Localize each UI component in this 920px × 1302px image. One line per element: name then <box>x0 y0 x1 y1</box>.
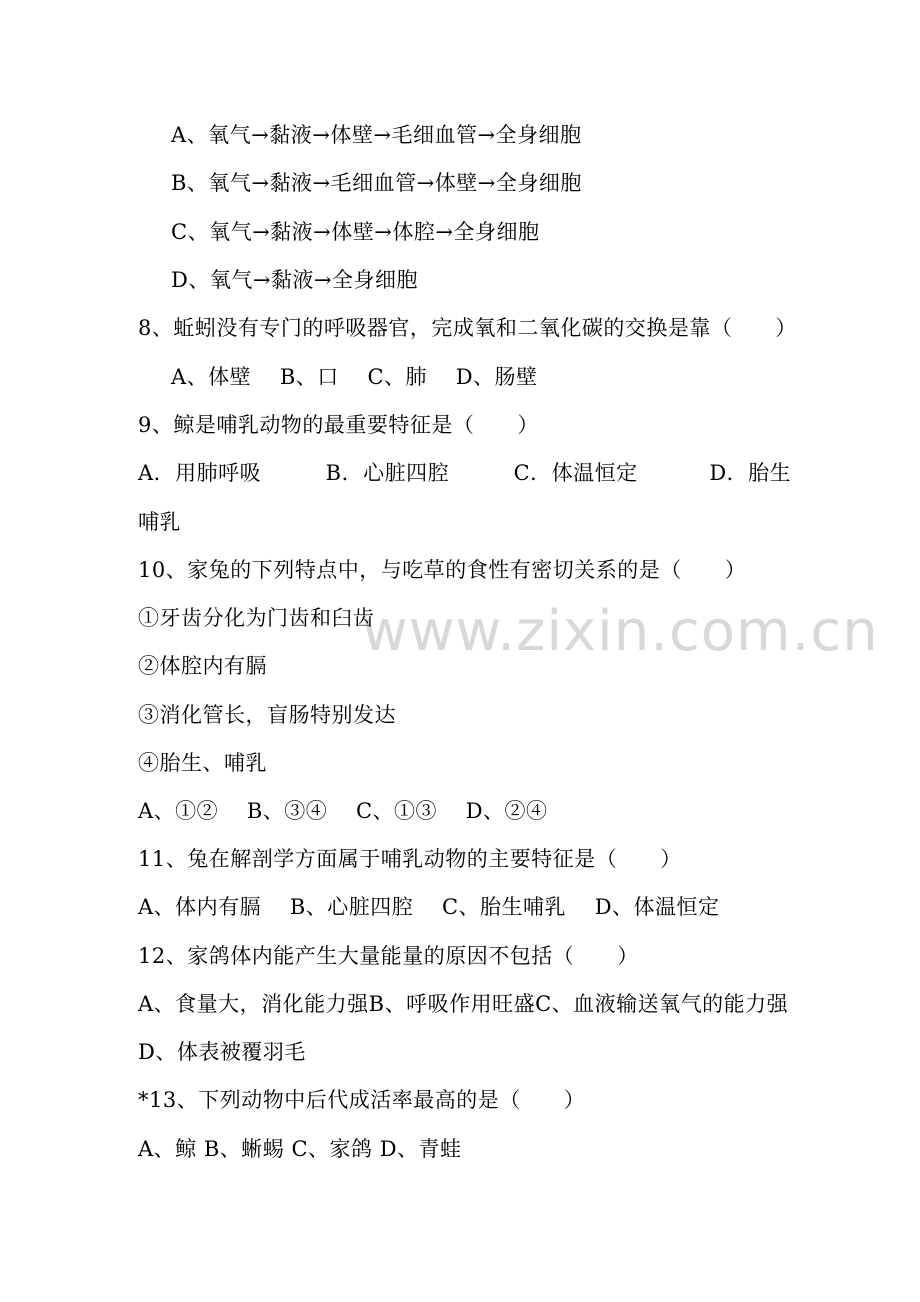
question-12-options: A、食量大，消化能力强B、呼吸作用旺盛C、血液输送氧气的能力强 <box>138 992 789 1016</box>
question-10-item-3: ③消化管长，盲肠特别发达 <box>138 703 396 727</box>
question-9-options-continued: 哺乳 <box>138 510 181 534</box>
question-10-item-1: ①牙齿分化为门齿和臼齿 <box>138 606 375 630</box>
question-10-item-2: ②体腔内有膈 <box>138 654 267 678</box>
question-7-option-a: A、氧气→黏液→体壁→毛细血管→全身细胞 <box>171 123 582 147</box>
question-13-stem: *13、下列动物中后代成活率最高的是（ ） <box>138 1088 586 1112</box>
question-10-stem: 10、家兔的下列特点中，与吃草的食性有密切关系的是（ ） <box>138 558 747 582</box>
question-9-options: A．用肺呼吸 B．心脏四腔 C．体温恒定 D．胎生 <box>138 461 792 485</box>
question-9-stem: 9、鲸是哺乳动物的最重要特征是（ ） <box>138 413 539 437</box>
question-11-stem: 11、兔在解剖学方面属于哺乳动物的主要特征是（ ） <box>138 847 682 871</box>
question-10-item-4: ④胎生、哺乳 <box>138 751 267 775</box>
question-10-options: A、①② B、③④ C、①③ D、②④ <box>138 799 548 823</box>
question-12-options-continued: D、体表被覆羽毛 <box>138 1040 306 1064</box>
question-7-option-c: C、氧气→黏液→体壁→体腔→全身细胞 <box>171 220 540 244</box>
watermark: www.zixin.com.cn <box>362 599 879 664</box>
question-13-options: A、鲸 B、蜥蜴 C、家鸽 D、青蛙 <box>138 1137 462 1161</box>
question-12-stem: 12、家鸽体内能产生大量能量的原因不包括（ ） <box>138 944 639 968</box>
question-8-options: A、体壁 B、口 C、肺 D、肠壁 <box>171 365 538 389</box>
question-8-stem: 8、蚯蚓没有专门的呼吸器官，完成氧和二氧化碳的交换是靠（ ） <box>138 316 797 340</box>
question-7-option-b: B、氧气→黏液→毛细血管→体壁→全身细胞 <box>171 171 582 195</box>
question-7-option-d: D、氧气→黏液→全身细胞 <box>171 268 419 292</box>
question-11-options: A、体内有膈 B、心脏四腔 C、胎生哺乳 D、体温恒定 <box>138 895 720 919</box>
